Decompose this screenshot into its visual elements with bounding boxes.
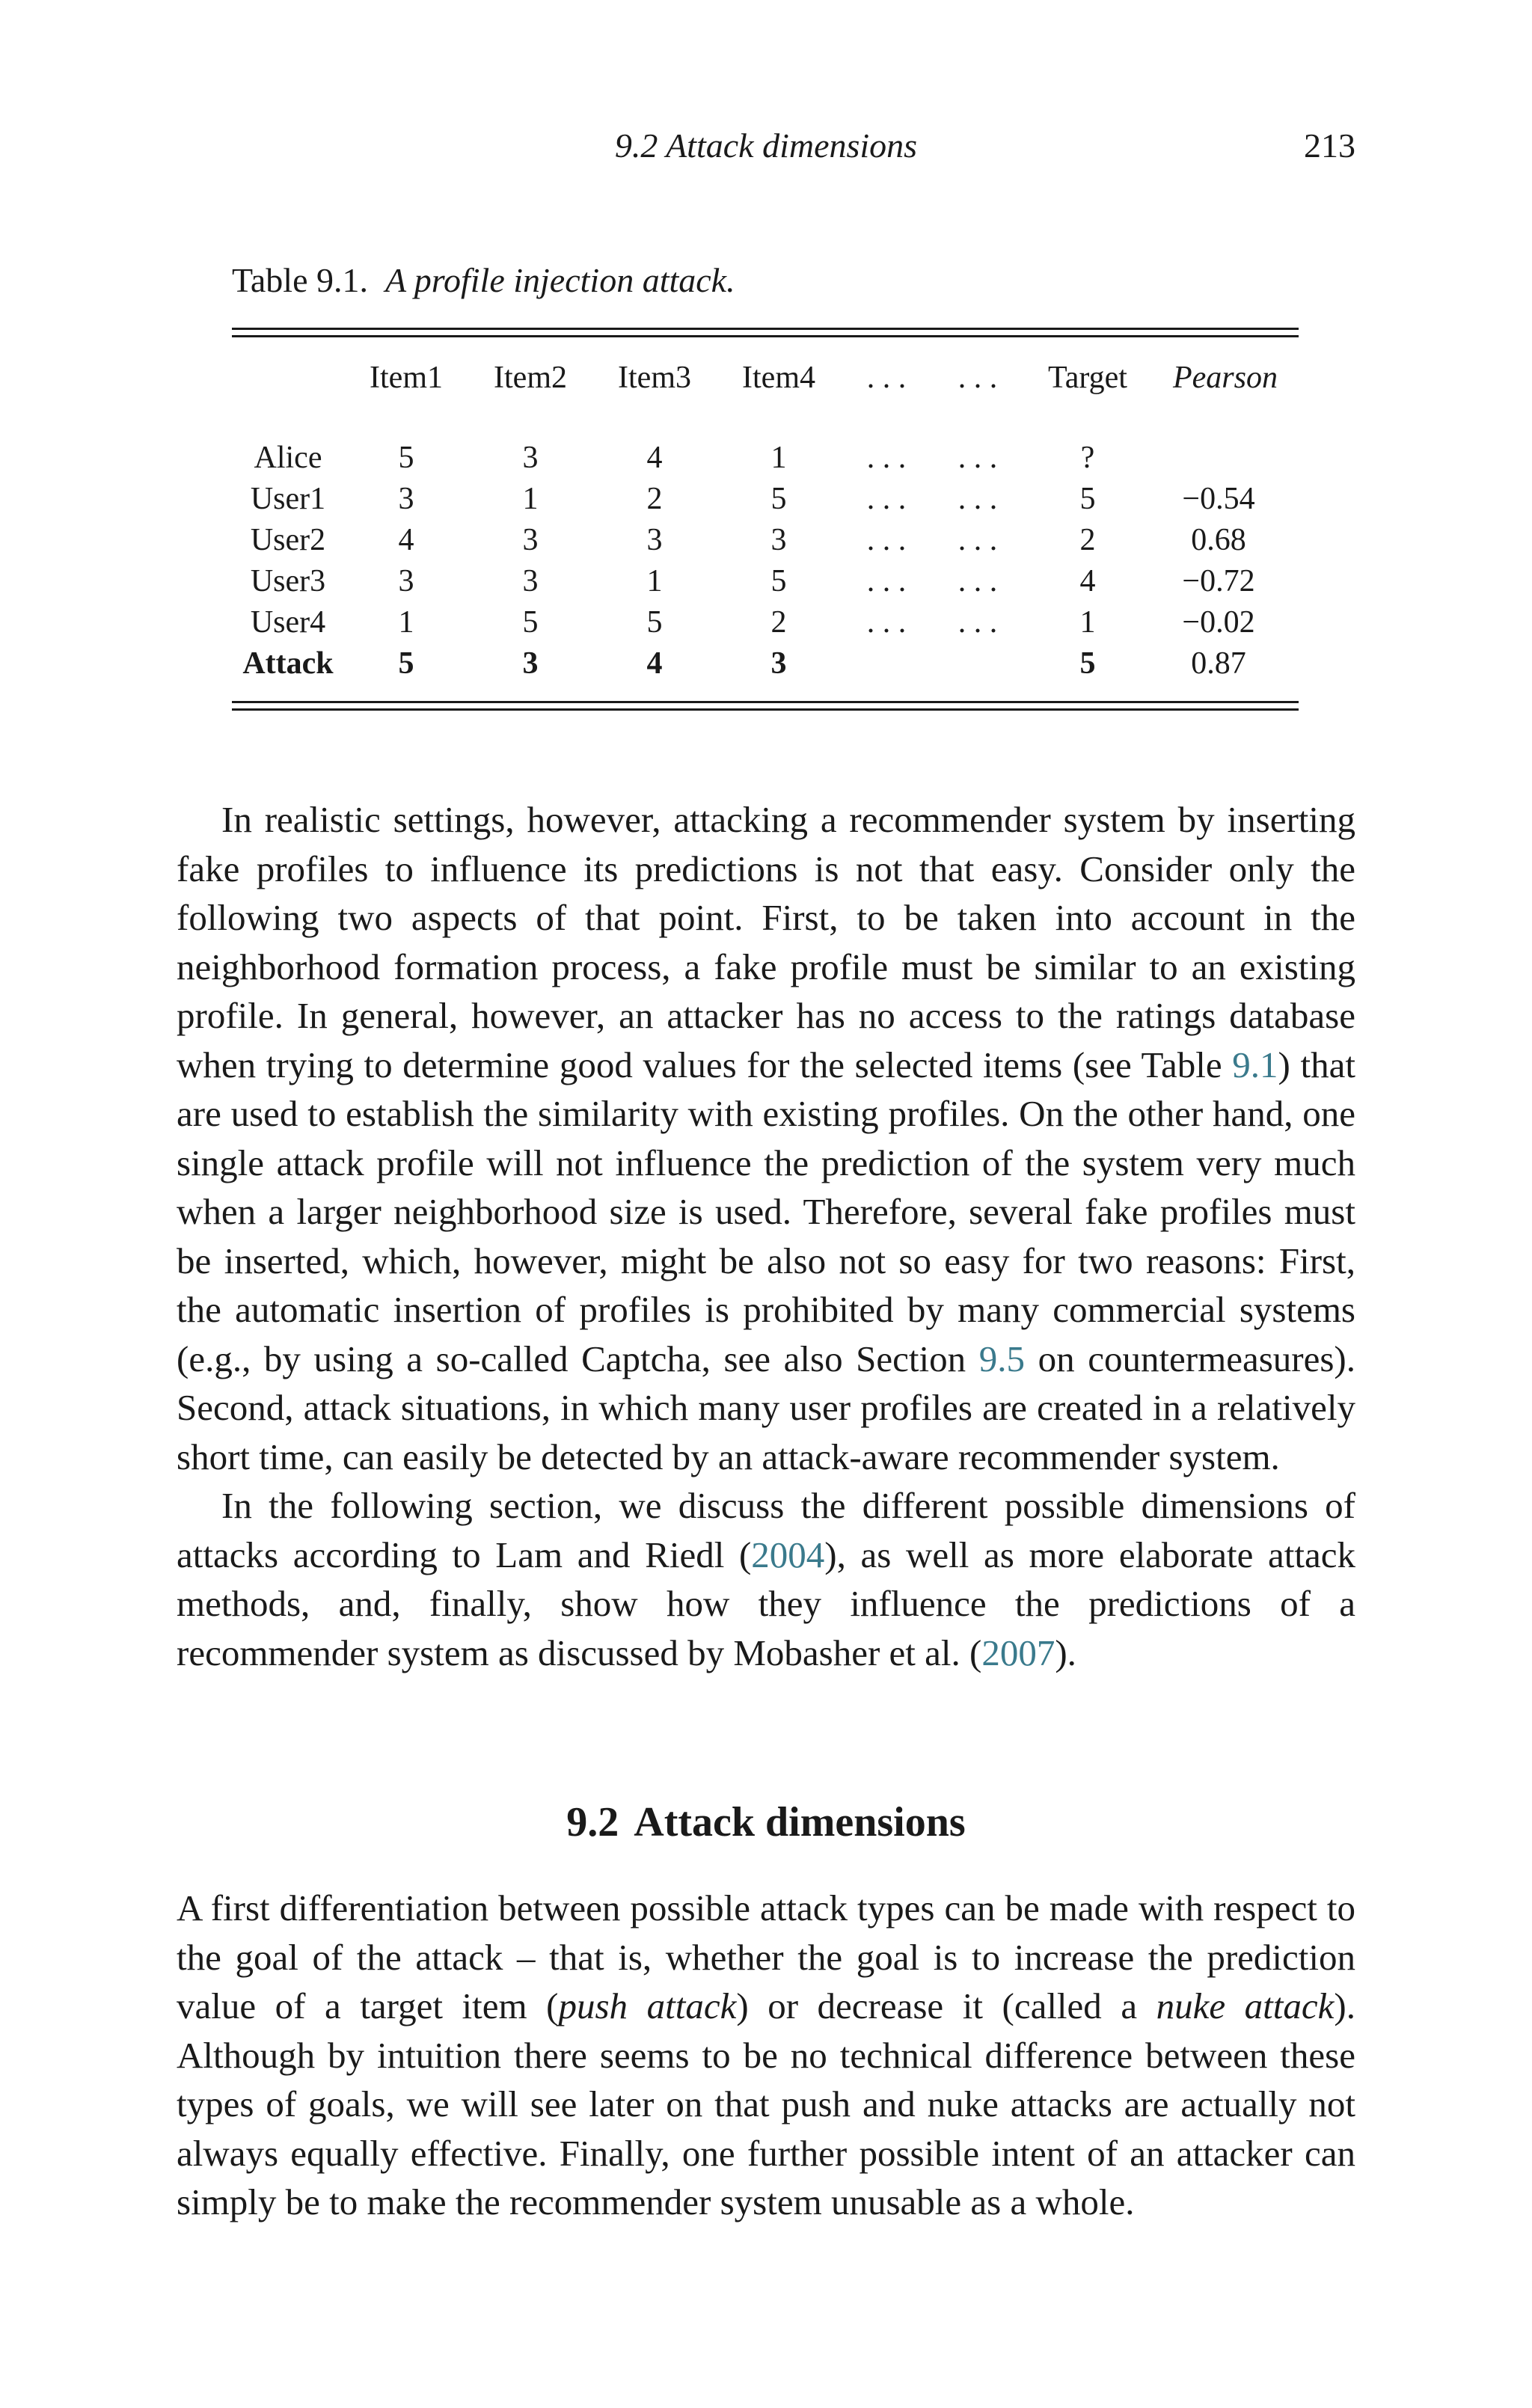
table-top-rule xyxy=(232,328,1299,337)
ellipsis-cell: . . . xyxy=(866,564,907,598)
item-cell: 5 xyxy=(398,646,414,681)
item-cell: 3 xyxy=(398,482,414,516)
ellipsis-cell xyxy=(841,643,932,701)
table-reference-link[interactable]: 9.1 xyxy=(1232,1044,1278,1085)
table-row xyxy=(232,643,1299,701)
ellipsis-cell: . . . xyxy=(958,523,998,557)
target-cell: 4 xyxy=(1079,564,1096,598)
citation-link[interactable]: 2007 xyxy=(981,1632,1055,1673)
column-header: Pearson xyxy=(1173,361,1278,395)
section-number: 9.2 xyxy=(566,1799,619,1845)
target-cell: 5 xyxy=(1079,482,1096,516)
ellipsis-cell: . . . xyxy=(866,482,907,516)
column-header: Target xyxy=(1048,361,1127,395)
item-cell: 2 xyxy=(770,605,787,640)
column-header xyxy=(232,337,344,418)
row-name-cell: User2 xyxy=(250,523,326,557)
ellipsis-cell: . . . xyxy=(958,482,998,516)
column-header: . . . xyxy=(958,361,998,395)
table-caption xyxy=(232,260,735,300)
pearson-cell: −0.54 xyxy=(1182,482,1255,516)
item-cell: 2 xyxy=(646,482,663,516)
item-cell: 4 xyxy=(646,441,663,475)
target-cell: 2 xyxy=(1079,523,1096,557)
item-cell: 5 xyxy=(522,605,539,640)
paragraph-text: on countermeasures). Second, attack situations, in which many user profiles are created in a relatively short time, can easily be detected by an attack-aware recommender system. xyxy=(177,1338,1356,1477)
row-name-cell: Attack xyxy=(242,646,334,681)
emphasis-term: push attack xyxy=(558,1985,737,2026)
paragraph-text: In realistic settings, however, attacking a recommender system by inserting fake profiles to influence its predictions is not that easy. Consider only the following two aspects of that point. First, to be taken into account in the neighborhood formation process, a fake profile must be similar to an existing profile. In general, however, an attacker has no access to the ratings database when trying to determine good values for the selected items (see Table xyxy=(177,799,1355,1085)
table-caption-label: Table 9.1. xyxy=(232,261,369,299)
section-reference-link[interactable]: 9.5 xyxy=(978,1338,1025,1379)
emphasis-term: nuke attack xyxy=(1156,1985,1335,2026)
item-cell: 3 xyxy=(522,646,539,681)
ellipsis-cell: . . . xyxy=(958,441,998,475)
target-cell: 5 xyxy=(1079,646,1096,681)
table-bottom-rule xyxy=(232,701,1299,711)
ellipsis-cell: . . . xyxy=(866,523,907,557)
table-row xyxy=(232,561,1299,602)
paragraph-text: In the following section, we discuss the different possible dimensions of attacks according to Lam and Riedl ( xyxy=(177,1485,1355,1575)
item-cell: 3 xyxy=(522,564,539,598)
row-name-cell: User1 xyxy=(250,482,326,516)
ellipsis-cell: . . . xyxy=(958,605,998,640)
pearson-cell: −0.72 xyxy=(1182,564,1255,598)
paragraph-text: ), as well as more elaborate attack methods, and, finally, show how they influence the predictions of a recommender system as discussed by Mobasher et al. ( xyxy=(177,1534,1355,1673)
target-cell: 1 xyxy=(1079,605,1096,640)
item-cell: 5 xyxy=(646,605,663,640)
item-cell: 4 xyxy=(646,646,663,681)
pearson-cell: −0.02 xyxy=(1182,605,1255,640)
item-cell: 4 xyxy=(398,523,414,557)
paragraph-text: ) or decrease it (called a xyxy=(736,1985,1156,2026)
paragraph-text: A first differentiation between possible attack types can be made with respect to the goal of the attack – that is, whether the goal is to increase the prediction value of a target item ( xyxy=(177,1887,1355,2026)
table-header-row xyxy=(232,337,1299,418)
item-cell: 1 xyxy=(522,482,539,516)
column-header: Item1 xyxy=(370,361,443,395)
item-cell: 3 xyxy=(646,523,663,557)
item-cell: 3 xyxy=(522,441,539,475)
target-cell: ? xyxy=(1080,441,1095,475)
pearson-cell xyxy=(1152,418,1299,479)
pearson-cell: 0.87 xyxy=(1191,646,1246,681)
item-cell: 1 xyxy=(646,564,663,598)
paragraph-text: ). Although by intuition there seems to be no technical difference between these types of goals, we will see later on that push and nuke attacks are actually not always equally effective. Finally, one further possible intent of an attacker can simply be to make the recommender system unusable as a whole. xyxy=(177,1985,1355,2222)
row-name-cell: User3 xyxy=(250,564,326,598)
ellipsis-cell xyxy=(932,643,1023,701)
column-header: Item4 xyxy=(742,361,815,395)
column-header: Item2 xyxy=(494,361,567,395)
ellipsis-cell: . . . xyxy=(866,441,907,475)
item-cell: 3 xyxy=(770,646,787,681)
profile-table-grid xyxy=(232,337,1299,701)
column-header: . . . xyxy=(866,361,907,395)
paragraph xyxy=(177,795,1355,1481)
table-row xyxy=(232,602,1299,643)
item-cell: 5 xyxy=(770,482,787,516)
running-title: 9.2 Attack dimensions xyxy=(614,126,918,165)
running-header xyxy=(177,126,1355,171)
paragraph xyxy=(177,1884,1355,2227)
item-cell: 1 xyxy=(770,441,787,475)
body-text-block xyxy=(177,795,1355,1677)
item-cell: 3 xyxy=(398,564,414,598)
pearson-cell: 0.68 xyxy=(1191,523,1246,557)
table-row xyxy=(232,520,1299,561)
profile-table xyxy=(232,328,1299,711)
body-text-block xyxy=(177,1884,1355,2227)
row-name-cell: Alice xyxy=(254,441,322,475)
section-title: Attack dimensions xyxy=(634,1799,966,1845)
table-row xyxy=(232,418,1299,479)
item-cell: 5 xyxy=(398,441,414,475)
item-cell: 3 xyxy=(770,523,787,557)
section-heading xyxy=(177,1798,1355,1846)
column-header: Item3 xyxy=(618,361,691,395)
item-cell: 3 xyxy=(522,523,539,557)
table-caption-title: A profile injection attack. xyxy=(385,261,735,299)
table-row xyxy=(232,479,1299,520)
page-number: 213 xyxy=(1304,126,1355,165)
citation-link[interactable]: 2004 xyxy=(751,1534,825,1575)
paragraph-text: ) that are used to establish the similarity with existing profiles. On the other hand, one single attack profile will not influence the prediction of the system very much when a larger neighborhood size is used. Therefore, several fake profiles must be inserted, which, however, might be also not so easy for two reasons: First, the automatic insertion of profiles is prohibited by many commercial systems (e.g., by using a so-called Captcha, see also Section xyxy=(177,1044,1355,1379)
row-name-cell: User4 xyxy=(250,605,326,640)
paragraph xyxy=(177,1481,1355,1677)
item-cell: 1 xyxy=(398,605,414,640)
ellipsis-cell: . . . xyxy=(866,605,907,640)
item-cell: 5 xyxy=(770,564,787,598)
ellipsis-cell: . . . xyxy=(958,564,998,598)
paragraph-text: ). xyxy=(1055,1632,1076,1673)
